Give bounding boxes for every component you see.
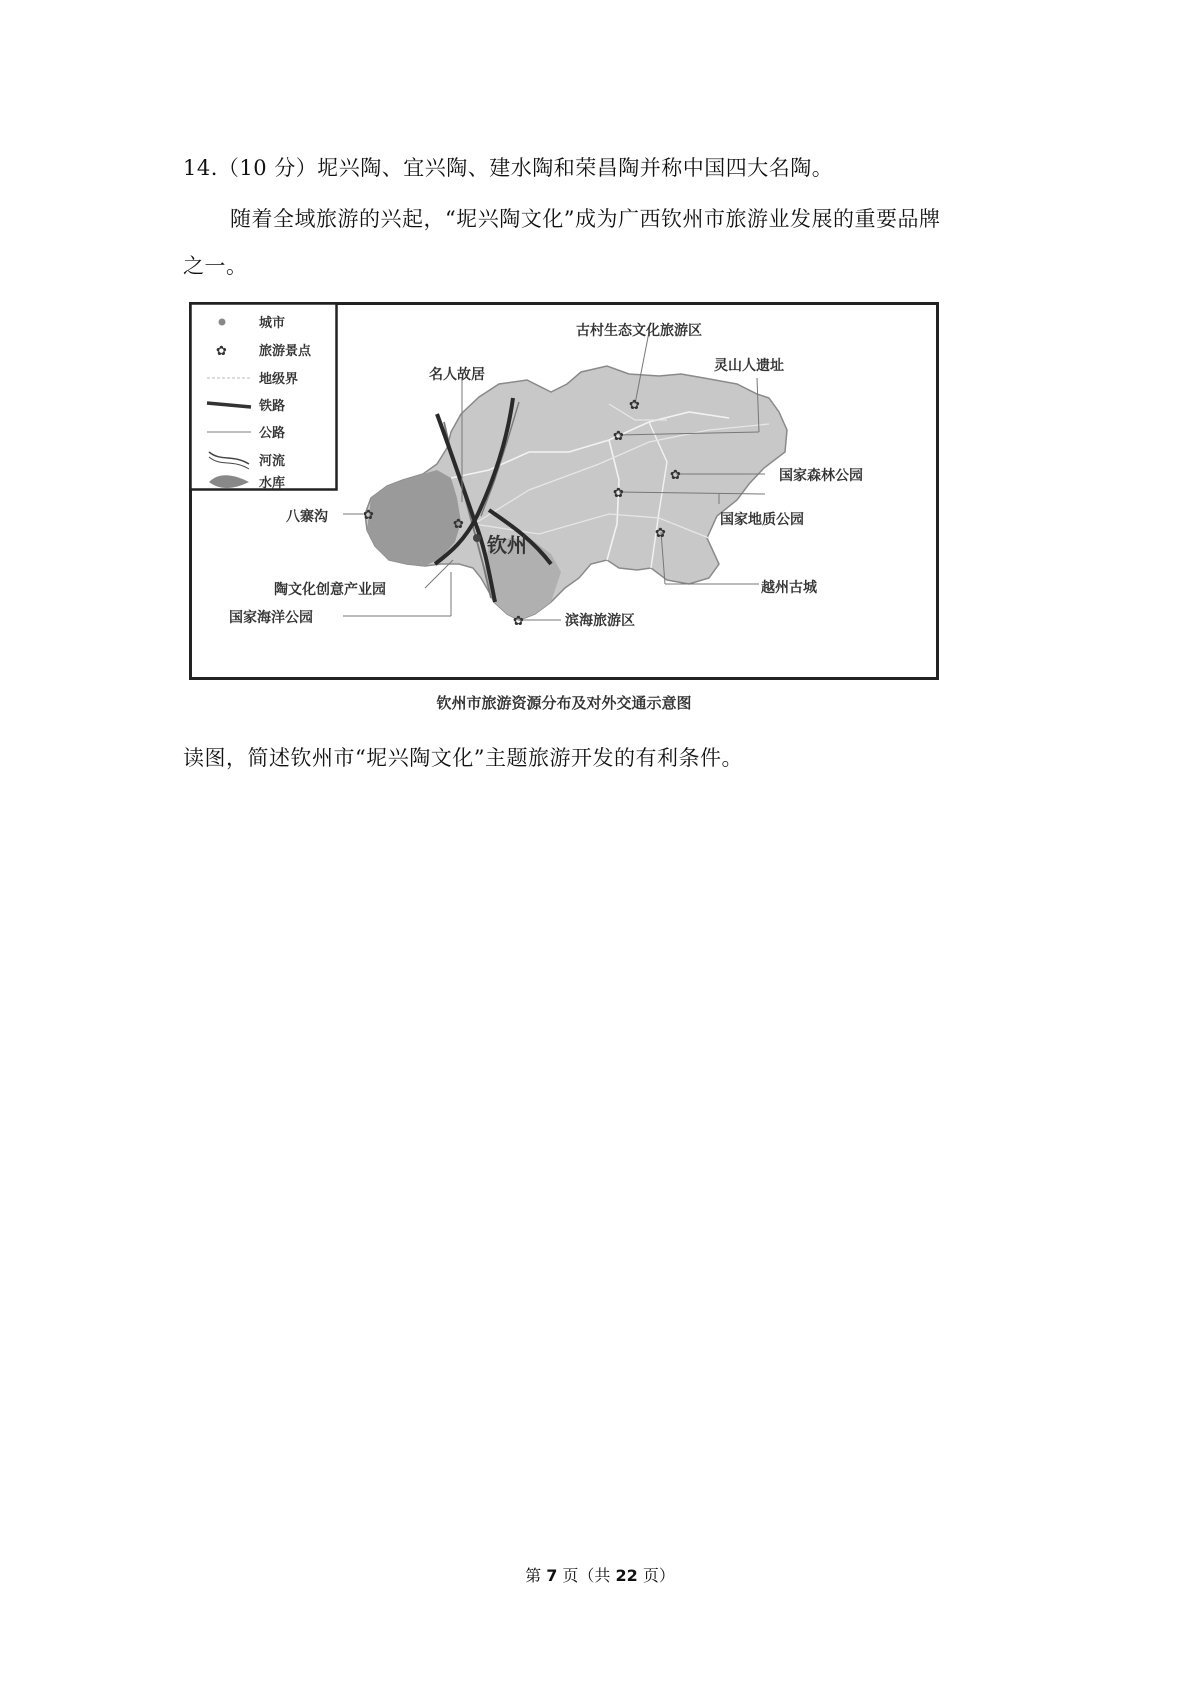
legend-reservoir: 水库: [259, 476, 286, 491]
legend-boundary: 地级界: [259, 372, 299, 387]
city-marker: [473, 534, 481, 542]
scenic-star-icon: ✿: [655, 526, 666, 541]
figure-caption: 钦州市旅游资源分布及对外交通示意图: [436, 694, 692, 712]
footer-total-pages: 22: [615, 1566, 638, 1585]
scenic-star-icon: ✿: [216, 344, 227, 359]
question-prompt: 读图，简述钦州市“坭兴陶文化”主题旅游开发的有利条件。: [183, 746, 743, 770]
footer-prefix: 第: [525, 1566, 547, 1585]
page-footer: [0, 1563, 1200, 1586]
label-coastal: 滨海旅游区: [565, 613, 635, 629]
scenic-star-icon: ✿: [670, 468, 681, 483]
tourism-map: [189, 302, 939, 680]
legend-road: 公路: [259, 426, 286, 441]
legend-scenic: 旅游景点: [259, 344, 312, 359]
label-lingshan: 灵山人遗址: [714, 358, 784, 374]
legend-river: 河流: [259, 454, 286, 469]
scenic-star-icon: ✿: [613, 486, 624, 501]
tourism-map-figure: [189, 302, 939, 680]
question-paragraph-line-2: 之一。: [183, 254, 248, 278]
city-dot-icon: [219, 319, 226, 326]
footer-page-number: 7: [546, 1566, 558, 1585]
label-yuezhou: 越州古城: [761, 580, 817, 596]
scenic-star-icon: ✿: [613, 429, 624, 444]
label-ancient-village: 古村生态文化旅游区: [576, 323, 702, 339]
label-ocean-park: 国家海洋公园: [229, 610, 313, 626]
scenic-star-icon: ✿: [363, 508, 374, 523]
label-pottery-park: 陶文化创意产业园: [274, 582, 386, 598]
legend-city: 城市: [259, 316, 286, 331]
label-geo-park: 国家地质公园: [720, 512, 804, 528]
footer-middle: 页（共: [557, 1566, 616, 1585]
scenic-star-icon: ✿: [453, 517, 464, 532]
footer-suffix: 页）: [637, 1566, 675, 1585]
label-bazhaigou: 八寨沟: [286, 509, 328, 525]
scenic-star-icon: ✿: [629, 398, 640, 413]
city-label-qinzhou: 钦州: [487, 533, 527, 557]
question-paragraph-line-1: 随着全域旅游的兴起，“坭兴陶文化”成为广西钦州市旅游业发展的重要品牌: [230, 207, 941, 231]
question-heading: 14.（10 分）坭兴陶、宜兴陶、建水陶和荣昌陶并称中国四大名陶。: [183, 156, 834, 180]
map-legend: [191, 304, 337, 492]
legend-railway: 铁路: [259, 399, 286, 414]
label-forest-park: 国家森林公园: [779, 468, 863, 484]
scenic-star-icon: ✿: [513, 614, 524, 629]
label-former-residence: 名人故居: [429, 367, 485, 383]
